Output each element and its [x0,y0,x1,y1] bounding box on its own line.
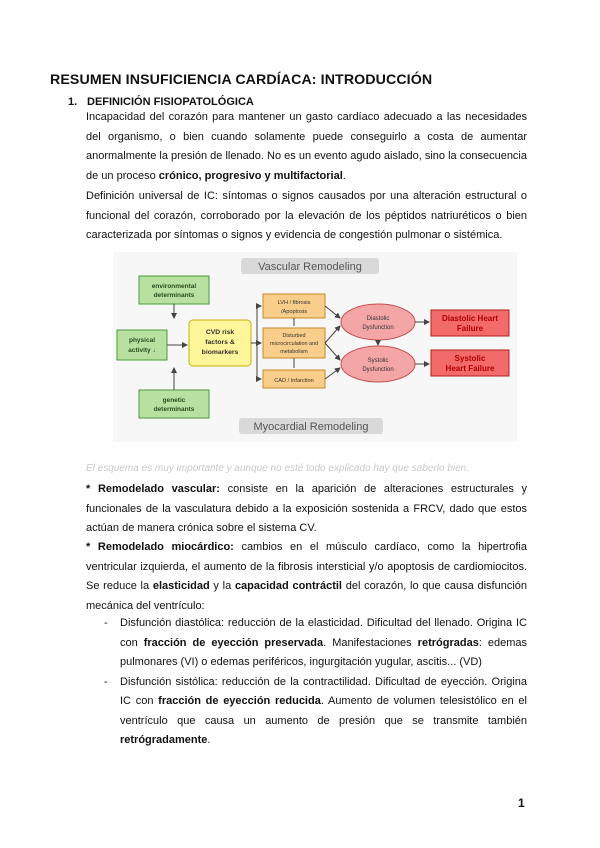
systolic-dys-line2: Dysfunction [362,367,394,373]
physical-line2: activity ↓ [128,347,156,354]
retrograde-term: retrógradas [417,636,479,649]
definition-end: . [342,169,346,182]
shf-line2: Heart Failure [445,364,495,373]
retrogradely-term: retrógradamente [120,734,208,746]
list-item [86,673,527,751]
diastolic-dys-line2: Dysfunction [362,325,394,331]
genetic-line2: determinants [153,406,195,413]
genetic-box [139,390,209,418]
remodeling-diagram [113,252,517,442]
universal-definition-paragraph: Definición universal de IC: síntomas o signos causados por una alteración estructural o funcional del corazón, corroborado por la elevación de los péptidos natriuréticos o bien caracterizada por síntomas o signos y evidencia de congestión pulmonar o sistémica. [86,190,527,241]
environmental-line2: determinants [153,292,195,299]
genetic-line1: genetic [162,397,186,404]
definition-emphasis: crónico, progresivo y multifactorial [158,169,343,182]
diastolic-text-1: Disfunción diastólica: reducción de la elasticidad. Dificultad del llenado. Origina IC con [120,617,527,649]
environmental-line1: environmental [151,283,197,290]
bullet-dash: - [104,617,108,629]
cvd-line3: biomarkers [201,349,239,356]
systolic-dys-line1: Systolic [367,358,389,364]
physical-activity-box [117,330,167,360]
section-number: 1. [68,96,78,108]
dhf-line2: Failure [456,324,484,333]
vascular-remodeling-term: * Remodelado vascular: [86,483,220,495]
physical-line1: physical [128,337,156,344]
micro-line3: metabolism [280,349,308,355]
micro-line1: Disturbed [282,333,306,339]
vascular-remodeling-paragraph [86,480,527,539]
environmental-box [139,276,209,304]
systolic-text-2: . Aumento de volumen telesistólico en el ventrículo que causa un aumento de presión que se transmite también [120,695,527,727]
cvd-line2: factors & [205,339,235,346]
dysfunction-list [86,614,527,751]
micro-line2: microcirculation and [270,341,318,347]
cad-text: CAD / Infarction [274,378,314,384]
systolic-dysfunction-ellipse [341,346,415,382]
myocardial-text-2: y la [209,580,235,592]
bullet-dash: - [104,675,108,688]
definition-paragraph [86,108,527,186]
diagram-caption: El esquema es muy importante y aunque no esté todo explicado hay que saberlo bien. [86,463,470,474]
shf-line1: Systolic [454,354,486,363]
myocardial-text-1: cambios en el músculo cardíaco, como la hipertrofia ventricular izquierda, el aumento de la fibrosis intersticial y/o apoptosis de cardiomiocitos. Se reduce la [86,541,527,592]
vascular-banner-text: Vascular Remodeling [258,261,362,273]
preserved-ef-term: fracción de eyección preservada [143,636,324,649]
diastolic-dysfunction-ellipse [341,304,415,340]
myocardial-remodeling-paragraph [86,538,527,616]
definition-text: Incapacidad del corazón para mantener un gasto cardíaco adecuado a las necesidades del organismo, o bien cuando solamente puede conseguirlo a costa de aumentar anormalmente la presión de llenado. No es un evento agudo aislado, sino la consecuencia de un proceso [86,111,527,182]
page-number: 1 [518,796,525,810]
vascular-remodeling-text: consiste en la aparición de alteraciones estructurales y funcionales de la vasculatura debido a la exposición sostenida a FRCV, dado que estos actúan de manera crónica sobre el sistema CV. [86,483,527,534]
contractility-term: capacidad contráctil [234,580,342,592]
systolic-text-1: Disfunción sistólica: reducción de la contractilidad. Dificultad de eyección. Origina IC con [120,675,527,707]
elasticity-term: elasticidad [152,580,210,592]
page-title: RESUMEN INSUFICIENCIA CARDÍACA: INTRODUCCIÓN [50,72,433,88]
diastolic-dys-line1: Diastolic [366,316,390,322]
lvh-line2: /Apoptosis [280,309,308,315]
reduced-ef-term: fracción de eyección reducida [158,695,321,707]
myocardial-text-3: del corazón, lo que causa disfunción mecánica del ventrículo: [86,580,527,612]
diastolic-text-2: . Manifestaciones [323,636,418,649]
myocardial-banner-text: Myocardial Remodeling [253,421,369,433]
dhf-line1: Diastolic Heart [441,314,499,323]
section-heading [68,96,254,108]
diastolic-text-3: : edemas pulmonares (VI) o edemas periféricos, ingurgitación yugular, ascitis... (VD) [120,636,527,668]
cvd-line1: CVD risk [205,329,235,336]
myocardial-remodeling-term: * Remodelado miocárdico: [86,541,234,553]
section-heading-text: DEFINICIÓN FISIOPATOLÓGICA [87,96,254,108]
lvh-line1: LVH / fibrosis [277,300,311,306]
list-item [86,614,527,673]
systolic-text-3: . [207,734,211,746]
